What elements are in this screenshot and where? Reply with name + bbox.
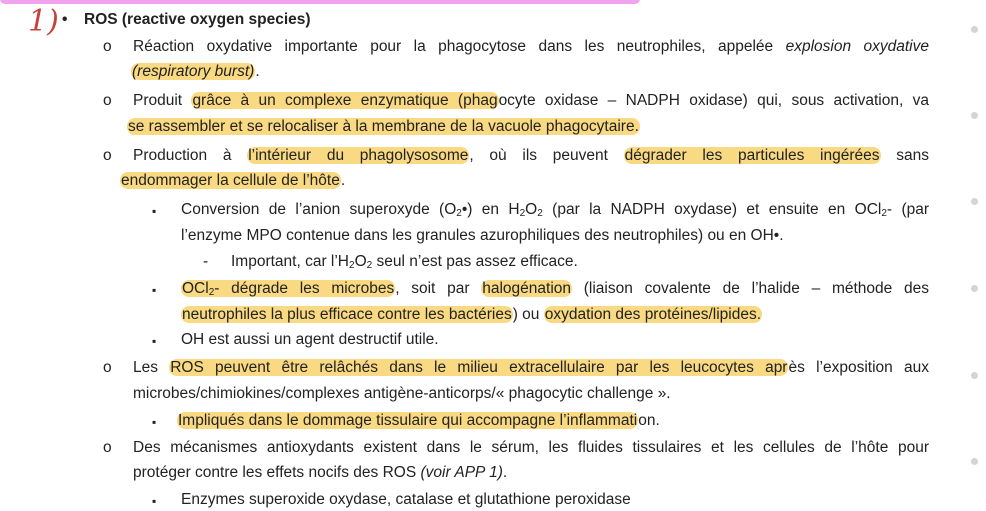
bullet-square: ▪ — [152, 415, 157, 429]
bullet-square: ▪ — [152, 334, 157, 348]
margin-dot — [971, 458, 978, 465]
margin-dot — [971, 372, 978, 379]
bullet-square: ▪ — [152, 204, 157, 218]
item1-line1: Réaction oxydative importante pour la phagocytose dans les neutrophiles, appelée explosion oxydative — [133, 38, 929, 55]
item5-line2: protéger contre les effets nocifs des ROS (voir APP 1). — [133, 464, 508, 481]
bullet-o: o — [103, 38, 112, 55]
item1-line2: (respiratory burst). — [132, 63, 260, 80]
margin-dot — [971, 285, 978, 292]
bullet-o: o — [103, 359, 112, 376]
sub5-line: Enzymes superoxide oxydase, catalase et glutathione peroxidase — [181, 491, 631, 508]
sub2-line2: neutrophiles la plus efficace contre les bactéries) ou oxydation des protéines/lipides. — [182, 306, 762, 323]
sub1-note: Important, car $l’H_2O_2$ seul n’est pas assez efficace. — [231, 253, 578, 271]
sub1-line1: Conversion de l’anion superoxyde $(O_2•)$ en $H_2O_2$ (par la NADPH oxydase) et ensuite en OCl$_2$- (par — [181, 201, 930, 219]
item5-line1: Des mécanismes antioxydants existent dans le sérum, les fluides tissulaires et les cellules de l’hôte pour — [133, 439, 929, 456]
margin-dot — [971, 26, 978, 33]
heading-bullet: • — [62, 11, 68, 28]
pink-highlight-mark — [0, 0, 640, 4]
heading-title: ROS (reactive oxygen species) — [84, 11, 311, 28]
bullet-square: ▪ — [152, 283, 157, 297]
margin-dot — [971, 198, 978, 205]
bullet-o: o — [103, 439, 112, 456]
item2-line2: se rassembler et se relocaliser à la membrane de la vacuole phagocytaire. — [128, 118, 639, 135]
item4-line1: Les ROS peuvent être relâchés dans le milieu extracellulaire par les leucocytes après l’exposition aux — [133, 359, 929, 376]
bullet-square: ▪ — [152, 494, 157, 508]
handwritten-number: 1) — [28, 4, 59, 39]
item2-line1: Produit grâce à un complexe enzymatique (phagocyte oxidase – NADPH oxidase) qui, sous activation, va — [133, 92, 929, 109]
sub3-line: OH est aussi un agent destructif utile. — [181, 331, 439, 348]
margin-dot — [971, 112, 978, 119]
sub4-line: Impliqués dans le dommage tissulaire qui accompagne l’inflammation. — [178, 412, 660, 429]
item4-line2: microbes/chimiokines/complexes antigène-anticorps/« phagocytic challenge ». — [133, 385, 671, 402]
sub1-line2: l’enzyme MPO contenue dans les granules azurophiliques des neutrophiles) ou en OH•. — [181, 227, 784, 244]
bullet-o: o — [103, 147, 112, 164]
item3-line2: endommager la cellule de l’hôte. — [121, 172, 346, 189]
item3-line1: Production à l’intérieur du phagolysosome, où ils peuvent dégrader les particules ingérées sans — [133, 147, 929, 164]
bullet-dash: - — [203, 253, 209, 270]
bullet-o: o — [103, 92, 112, 109]
sub2-line1: OCl$_2$- dégrade les microbes, soit par halogénation (liaison covalente de l’halide – méthode des — [182, 280, 930, 298]
